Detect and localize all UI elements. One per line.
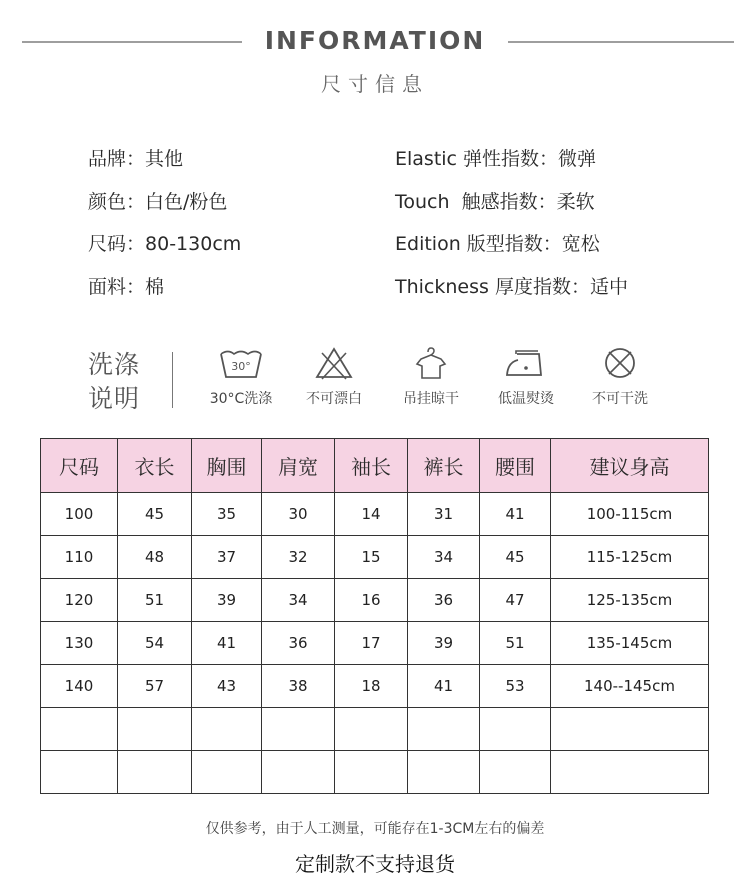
measurement-note: 仅供参考，由于人工测量，可能存在1-3CM左右的偏差 bbox=[205, 821, 545, 837]
table-cell: 41 bbox=[192, 622, 262, 665]
table-cell: 17 bbox=[335, 622, 408, 665]
table-cell: 48 bbox=[118, 536, 192, 579]
table-cell: 37 bbox=[192, 536, 262, 579]
table-cell: 47 bbox=[480, 579, 551, 622]
care-item-wash: 30° 30°C洗涤 bbox=[193, 346, 289, 408]
table-cell: 110 bbox=[41, 536, 118, 579]
table-cell bbox=[335, 751, 408, 794]
info-edition: Edition 版型指数：宽松 bbox=[395, 233, 600, 255]
page-title: INFORMATION bbox=[264, 26, 486, 55]
header-shoulder: 肩宽 bbox=[262, 439, 335, 493]
table-cell: 14 bbox=[335, 493, 408, 536]
table-cell: 140 bbox=[41, 665, 118, 708]
header-chest: 胸围 bbox=[192, 439, 262, 493]
table-cell bbox=[262, 751, 335, 794]
table-cell bbox=[551, 751, 709, 794]
table-cell: 31 bbox=[408, 493, 480, 536]
table-cell: 15 bbox=[335, 536, 408, 579]
care-divider bbox=[172, 352, 173, 408]
info-fabric: 面料：棉 bbox=[88, 276, 165, 298]
return-policy: 定制款不支持退货 bbox=[295, 852, 455, 876]
header-sleeve: 袖长 bbox=[335, 439, 408, 493]
care-title: 洗涤 说明 bbox=[88, 350, 141, 413]
table-row bbox=[41, 536, 709, 579]
header-pants-length: 裤长 bbox=[408, 439, 480, 493]
table-cell: 53 bbox=[480, 665, 551, 708]
table-cell: 45 bbox=[480, 536, 551, 579]
info-color: 颜色：白色/粉色 bbox=[88, 191, 228, 213]
table-row bbox=[41, 665, 709, 708]
table-cell: 41 bbox=[480, 493, 551, 536]
table-cell: 32 bbox=[262, 536, 335, 579]
table-cell: 51 bbox=[480, 622, 551, 665]
table-cell: 30 bbox=[262, 493, 335, 536]
table-row-empty bbox=[41, 708, 709, 751]
size-table bbox=[40, 438, 709, 794]
table-row bbox=[41, 493, 709, 536]
table-cell: 57 bbox=[118, 665, 192, 708]
care-item-iron: 低温熨烫 bbox=[478, 346, 574, 408]
no-bleach-icon bbox=[314, 346, 354, 380]
table-cell: 54 bbox=[118, 622, 192, 665]
table-cell bbox=[262, 708, 335, 751]
table-cell bbox=[551, 708, 709, 751]
table-cell bbox=[192, 751, 262, 794]
table-cell: 100 bbox=[41, 493, 118, 536]
header-height: 建议身高 bbox=[551, 439, 709, 493]
table-cell: 18 bbox=[335, 665, 408, 708]
table-cell: 41 bbox=[408, 665, 480, 708]
care-item-dryclean: 不可干洗 bbox=[572, 346, 668, 408]
table-cell: 45 bbox=[118, 493, 192, 536]
table-cell: 34 bbox=[262, 579, 335, 622]
table-row bbox=[41, 579, 709, 622]
table-cell bbox=[480, 751, 551, 794]
table-cell: 125-135cm bbox=[551, 579, 709, 622]
low-iron-icon bbox=[504, 346, 548, 380]
table-cell: 16 bbox=[335, 579, 408, 622]
page-subtitle: 尺寸信息 bbox=[321, 72, 429, 96]
table-cell bbox=[408, 751, 480, 794]
table-header-row bbox=[41, 439, 709, 493]
table-cell: 39 bbox=[192, 579, 262, 622]
table-cell: 43 bbox=[192, 665, 262, 708]
table-cell: 115-125cm bbox=[551, 536, 709, 579]
info-brand: 品牌：其他 bbox=[88, 148, 184, 170]
info-touch: Touch 触感指数：柔软 bbox=[395, 191, 595, 213]
table-cell: 100-115cm bbox=[551, 493, 709, 536]
info-size: 尺码：80-130cm bbox=[88, 233, 242, 255]
table-cell: 51 bbox=[118, 579, 192, 622]
header-length: 衣长 bbox=[118, 439, 192, 493]
table-cell: 39 bbox=[408, 622, 480, 665]
header-size: 尺码 bbox=[41, 439, 118, 493]
table-cell bbox=[41, 751, 118, 794]
table-cell: 140--145cm bbox=[551, 665, 709, 708]
table-cell bbox=[118, 751, 192, 794]
no-dry-clean-icon bbox=[600, 346, 640, 380]
table-cell: 130 bbox=[41, 622, 118, 665]
table-row bbox=[41, 622, 709, 665]
table-cell: 35 bbox=[192, 493, 262, 536]
table-cell bbox=[480, 708, 551, 751]
table-cell bbox=[408, 708, 480, 751]
header-waist: 腰围 bbox=[480, 439, 551, 493]
table-cell: 38 bbox=[262, 665, 335, 708]
wash-30-icon bbox=[218, 346, 264, 380]
table-cell: 36 bbox=[408, 579, 480, 622]
hang-dry-icon bbox=[411, 346, 451, 380]
care-item-hang: 吊挂晾干 bbox=[383, 346, 479, 408]
table-cell: 120 bbox=[41, 579, 118, 622]
table-cell: 34 bbox=[408, 536, 480, 579]
table-row-empty bbox=[41, 751, 709, 794]
table-cell bbox=[118, 708, 192, 751]
svg-text:30°: 30° bbox=[231, 360, 251, 373]
info-elastic: Elastic 弹性指数：微弹 bbox=[395, 148, 597, 170]
info-thickness: Thickness 厚度指数：适中 bbox=[395, 276, 628, 298]
table-cell: 135-145cm bbox=[551, 622, 709, 665]
table-cell bbox=[192, 708, 262, 751]
table-cell bbox=[335, 708, 408, 751]
care-item-bleach: 不可漂白 bbox=[286, 346, 382, 408]
table-cell bbox=[41, 708, 118, 751]
table-cell: 36 bbox=[262, 622, 335, 665]
